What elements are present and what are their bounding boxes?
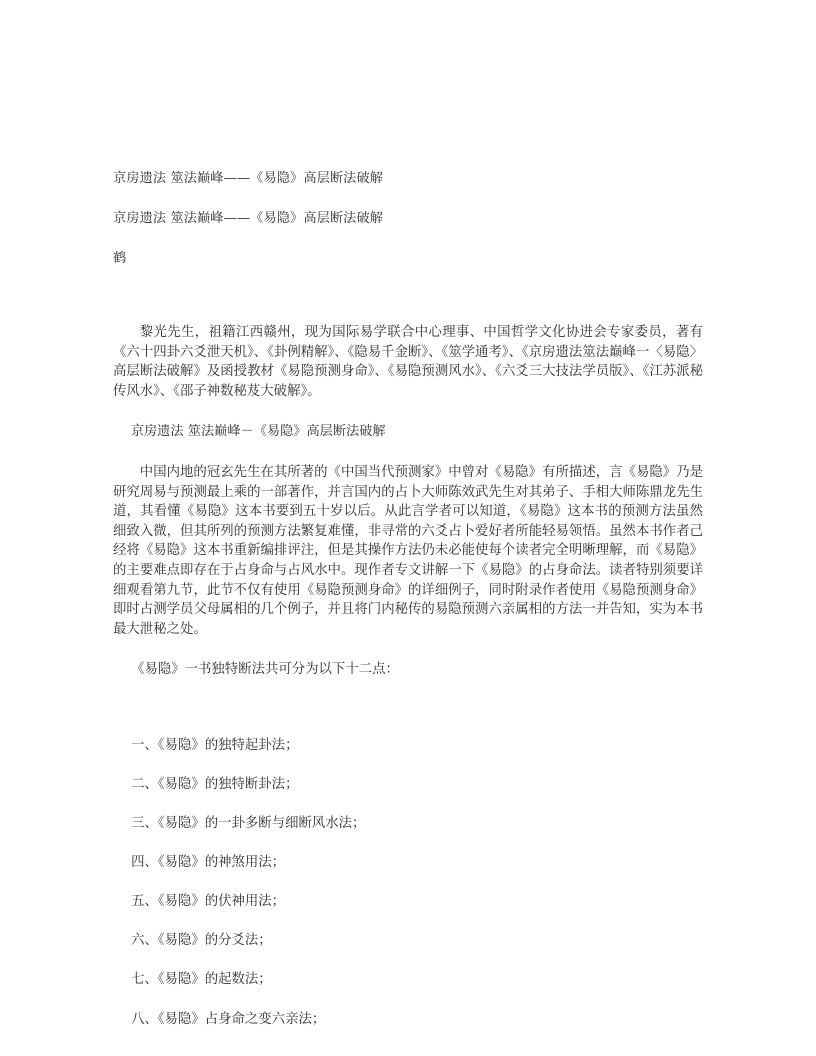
byline-author: 鹤 bbox=[113, 251, 127, 266]
list-item: 七、《易隐》的起数法； bbox=[131, 972, 272, 988]
list-item: 二、《易隐》的独特断卦法； bbox=[131, 777, 299, 792]
vertical-spacer bbox=[113, 267, 703, 323]
document-content bbox=[113, 170, 703, 1029]
body-paragraph: 中国内地的冠玄先生在其所著的《中国当代预测家》中曾对《易隐》有所描述，言《易隐》乃是研究周易与预测最上乘的一部著作，并言国内的占卜大师陈效武先生对其弟子、手相大师陈鼎龙先生道，其看懂《易隐》这本书要到五十岁以后。从此言学者可以知道，《易隐》这本书的预测方法虽然细致入微，但其所列的预测方法繁复难懂，非寻常的六爻占卜爱好者所能轻易领悟。虽然本书作者己经将《易隐》这本书重新编排评注，但是其操作方法仍未必能使每个读者完全明晰理解，而《易隐》的主要难点即存在于占身命与占风水中。现作者专文讲解一下《易隐》的占身命法。读者特别须要详细观看第九节，此节不仅有使用《易隐预测身命》的详细例子，同时附录作者使用《易隐预测身命》即时占测学员父母属相的几个例子，并且将门内秘传的易隐预测六亲属相的方法一并告知，实为本书最大泄秘之处。 bbox=[113, 464, 703, 637]
list-intro-line: 《易隐》一书独特断法共可分为以下十二点： bbox=[131, 662, 399, 678]
vertical-spacer bbox=[113, 442, 703, 463]
list-item: 三、《易隐》的一卦多断与细断风水法； bbox=[131, 816, 366, 832]
list-item: 六、《易隐》的分爻法； bbox=[131, 933, 272, 949]
vertical-spacer bbox=[113, 639, 703, 660]
vertical-spacer bbox=[113, 401, 703, 422]
numbered-method-list bbox=[113, 736, 703, 1029]
author-bio-paragraph: 黎光先生，祖籍江西赣州，现为国际易学联合中心理事、中国哲学文化协进会专家委员，著有《六十四卦六爻泄天机》、《卦例精解》、《隐易千金断》、《筮学通考》、《京房遗法筮法巅峰一〈易隐〉高层断法破解》及函授教材《易隐预测身命》、《易隐预测风水》、《六爻三大技法学员版》、《江苏派秘传风水》、《邵子神数秘芨大破解》。 bbox=[113, 325, 703, 399]
list-item: 五、《易隐》的伏神用法； bbox=[131, 894, 286, 910]
section-heading: 京房遗法 筮法巅峰－《易隐》高层断法破解 bbox=[130, 424, 386, 440]
document-title-line-1: 京房遗法 筮法巅峰——《易隐》高层断法破解 bbox=[113, 171, 384, 186]
list-item: 四、《易隐》的神煞用法； bbox=[131, 855, 286, 871]
document-title-line-2: 京房遗法 筮法巅峰——《易隐》高层断法破解 bbox=[113, 211, 384, 226]
list-item: 一、《易隐》的独特起卦法； bbox=[131, 737, 299, 753]
vertical-spacer bbox=[113, 680, 703, 736]
list-item: 八、《易隐》占身命之变六亲法； bbox=[131, 1011, 326, 1027]
